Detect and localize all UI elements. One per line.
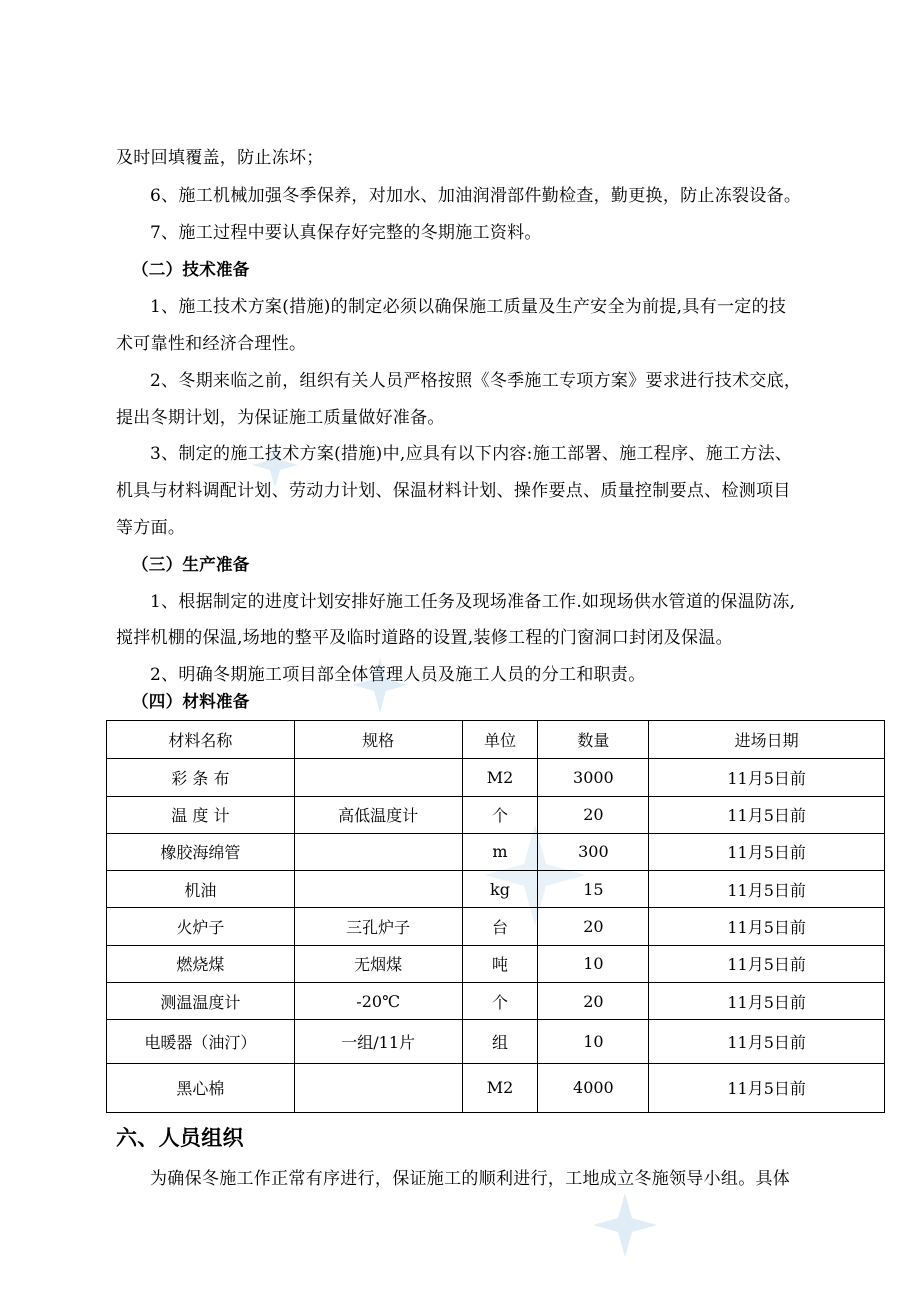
table-header-cell: 单位 [462,721,538,759]
table-row [107,1020,885,1063]
paragraph: 及时回填覆盖，防止冻坏； [116,148,324,168]
table-cell: 20 [538,796,649,833]
table-cell: 11月5日前 [649,796,885,833]
table-cell: 个 [462,796,538,833]
table-cell: 彩 条 布 [107,759,295,796]
table-cell: 电暖器（油汀） [107,1020,295,1063]
table-cell: 11月5日前 [649,759,885,796]
table-cell: 台 [462,908,538,945]
table-header-cell: 材料名称 [107,721,295,759]
table-cell: 燃烧煤 [107,945,295,982]
subheading-material-prep: （四）材料准备 [132,692,250,711]
paragraph: 2、冬期来临之前，组织有关人员严格按照《冬季施工专项方案》要求进行技术交底， [150,371,802,391]
table-row [107,759,885,796]
table-cell: 黑心棉 [107,1063,295,1112]
paragraph: 7、施工过程中要认真保存好完整的冬期施工资料。 [150,223,542,243]
materials-table [106,720,885,1113]
table-cell: 11月5日前 [649,1063,885,1112]
table-cell: 11月5日前 [649,1020,885,1063]
table-row [107,833,885,870]
table-cell: 20 [538,982,649,1019]
table-header-cell: 数量 [538,721,649,759]
table-row [107,945,885,982]
table-cell: 三孔炉子 [294,908,462,945]
table-cell: 11月5日前 [649,945,885,982]
table-cell: 橡胶海绵管 [107,833,295,870]
table-cell [294,1063,462,1112]
table-cell [294,833,462,870]
paragraph: 6、施工机械加强冬季保养，对加水、加油润滑部件勤检查，勤更换，防止冻裂设备。 [150,186,802,206]
table-cell: 10 [538,945,649,982]
table-row [107,982,885,1019]
table-row [107,1063,885,1112]
table-cell: 11月5日前 [649,982,885,1019]
table-cell: 11月5日前 [649,833,885,870]
table-cell: 20 [538,908,649,945]
table-row [107,871,885,908]
paragraph: 为确保冬施工作正常有序进行，保证施工的顺利进行，工地成立冬施领导小组。具体 [150,1169,791,1189]
table-cell: kg [462,871,538,908]
table-cell: 10 [538,1020,649,1063]
table-cell: 11月5日前 [649,908,885,945]
table-cell: 吨 [462,945,538,982]
paragraph: 1、施工技术方案(措施)的制定必须以确保施工质量及生产安全为前提,具有一定的技 [150,297,787,317]
table-cell: 火炉子 [107,908,295,945]
paragraph: 提出冬期计划，为保证施工质量做好准备。 [116,408,445,428]
paragraph: 1、根据制定的进度计划安排好施工任务及现场准备工作.如现场供水管道的保温防冻, [150,592,796,612]
table-cell: 15 [538,871,649,908]
table-cell: 温 度 计 [107,796,295,833]
table-cell: M2 [462,1063,538,1112]
snowflake-watermark-icon [590,1190,660,1260]
paragraph: 机具与材料调配计划、劳动力计划、保温材料计划、操作要点、质量控制要点、检测项目 [116,481,791,501]
table-cell: -20℃ [294,982,462,1019]
table-cell [294,871,462,908]
table-cell: 3000 [538,759,649,796]
paragraph: 3、制定的施工技术方案(措施)中,应具有以下内容:施工部署、施工程序、施工方法、 [150,444,793,464]
paragraph: 搅拌机棚的保温,场地的整平及临时道路的设置,装修工程的门窗洞口封闭及保温。 [116,628,733,648]
table-cell: 无烟煤 [294,945,462,982]
table-cell: 测温温度计 [107,982,295,1019]
table-cell: M2 [462,759,538,796]
paragraph: 术可靠性和经济合理性。 [116,334,307,354]
table-cell [294,759,462,796]
table-cell: 11月5日前 [649,871,885,908]
table-cell: 组 [462,1020,538,1063]
table-cell: 机油 [107,871,295,908]
table-header-cell: 规格 [294,721,462,759]
table-row [107,908,885,945]
table-cell: 一组/11片 [294,1020,462,1063]
paragraph: 2、明确冬期施工项目部全体管理人员及施工人员的分工和职责。 [150,665,646,685]
table-cell: 4000 [538,1063,649,1112]
paragraph: 等方面。 [116,518,186,538]
section-title: 六、人员组织 [116,1126,244,1150]
subheading-technical-prep: （二）技术准备 [132,260,250,279]
table-cell: m [462,833,538,870]
subheading-production-prep: （三）生产准备 [132,555,250,574]
table-header-row [107,721,885,759]
table-cell: 高低温度计 [294,796,462,833]
table-header-cell: 进场日期 [649,721,885,759]
table-cell: 个 [462,982,538,1019]
table-row [107,796,885,833]
table-cell: 300 [538,833,649,870]
